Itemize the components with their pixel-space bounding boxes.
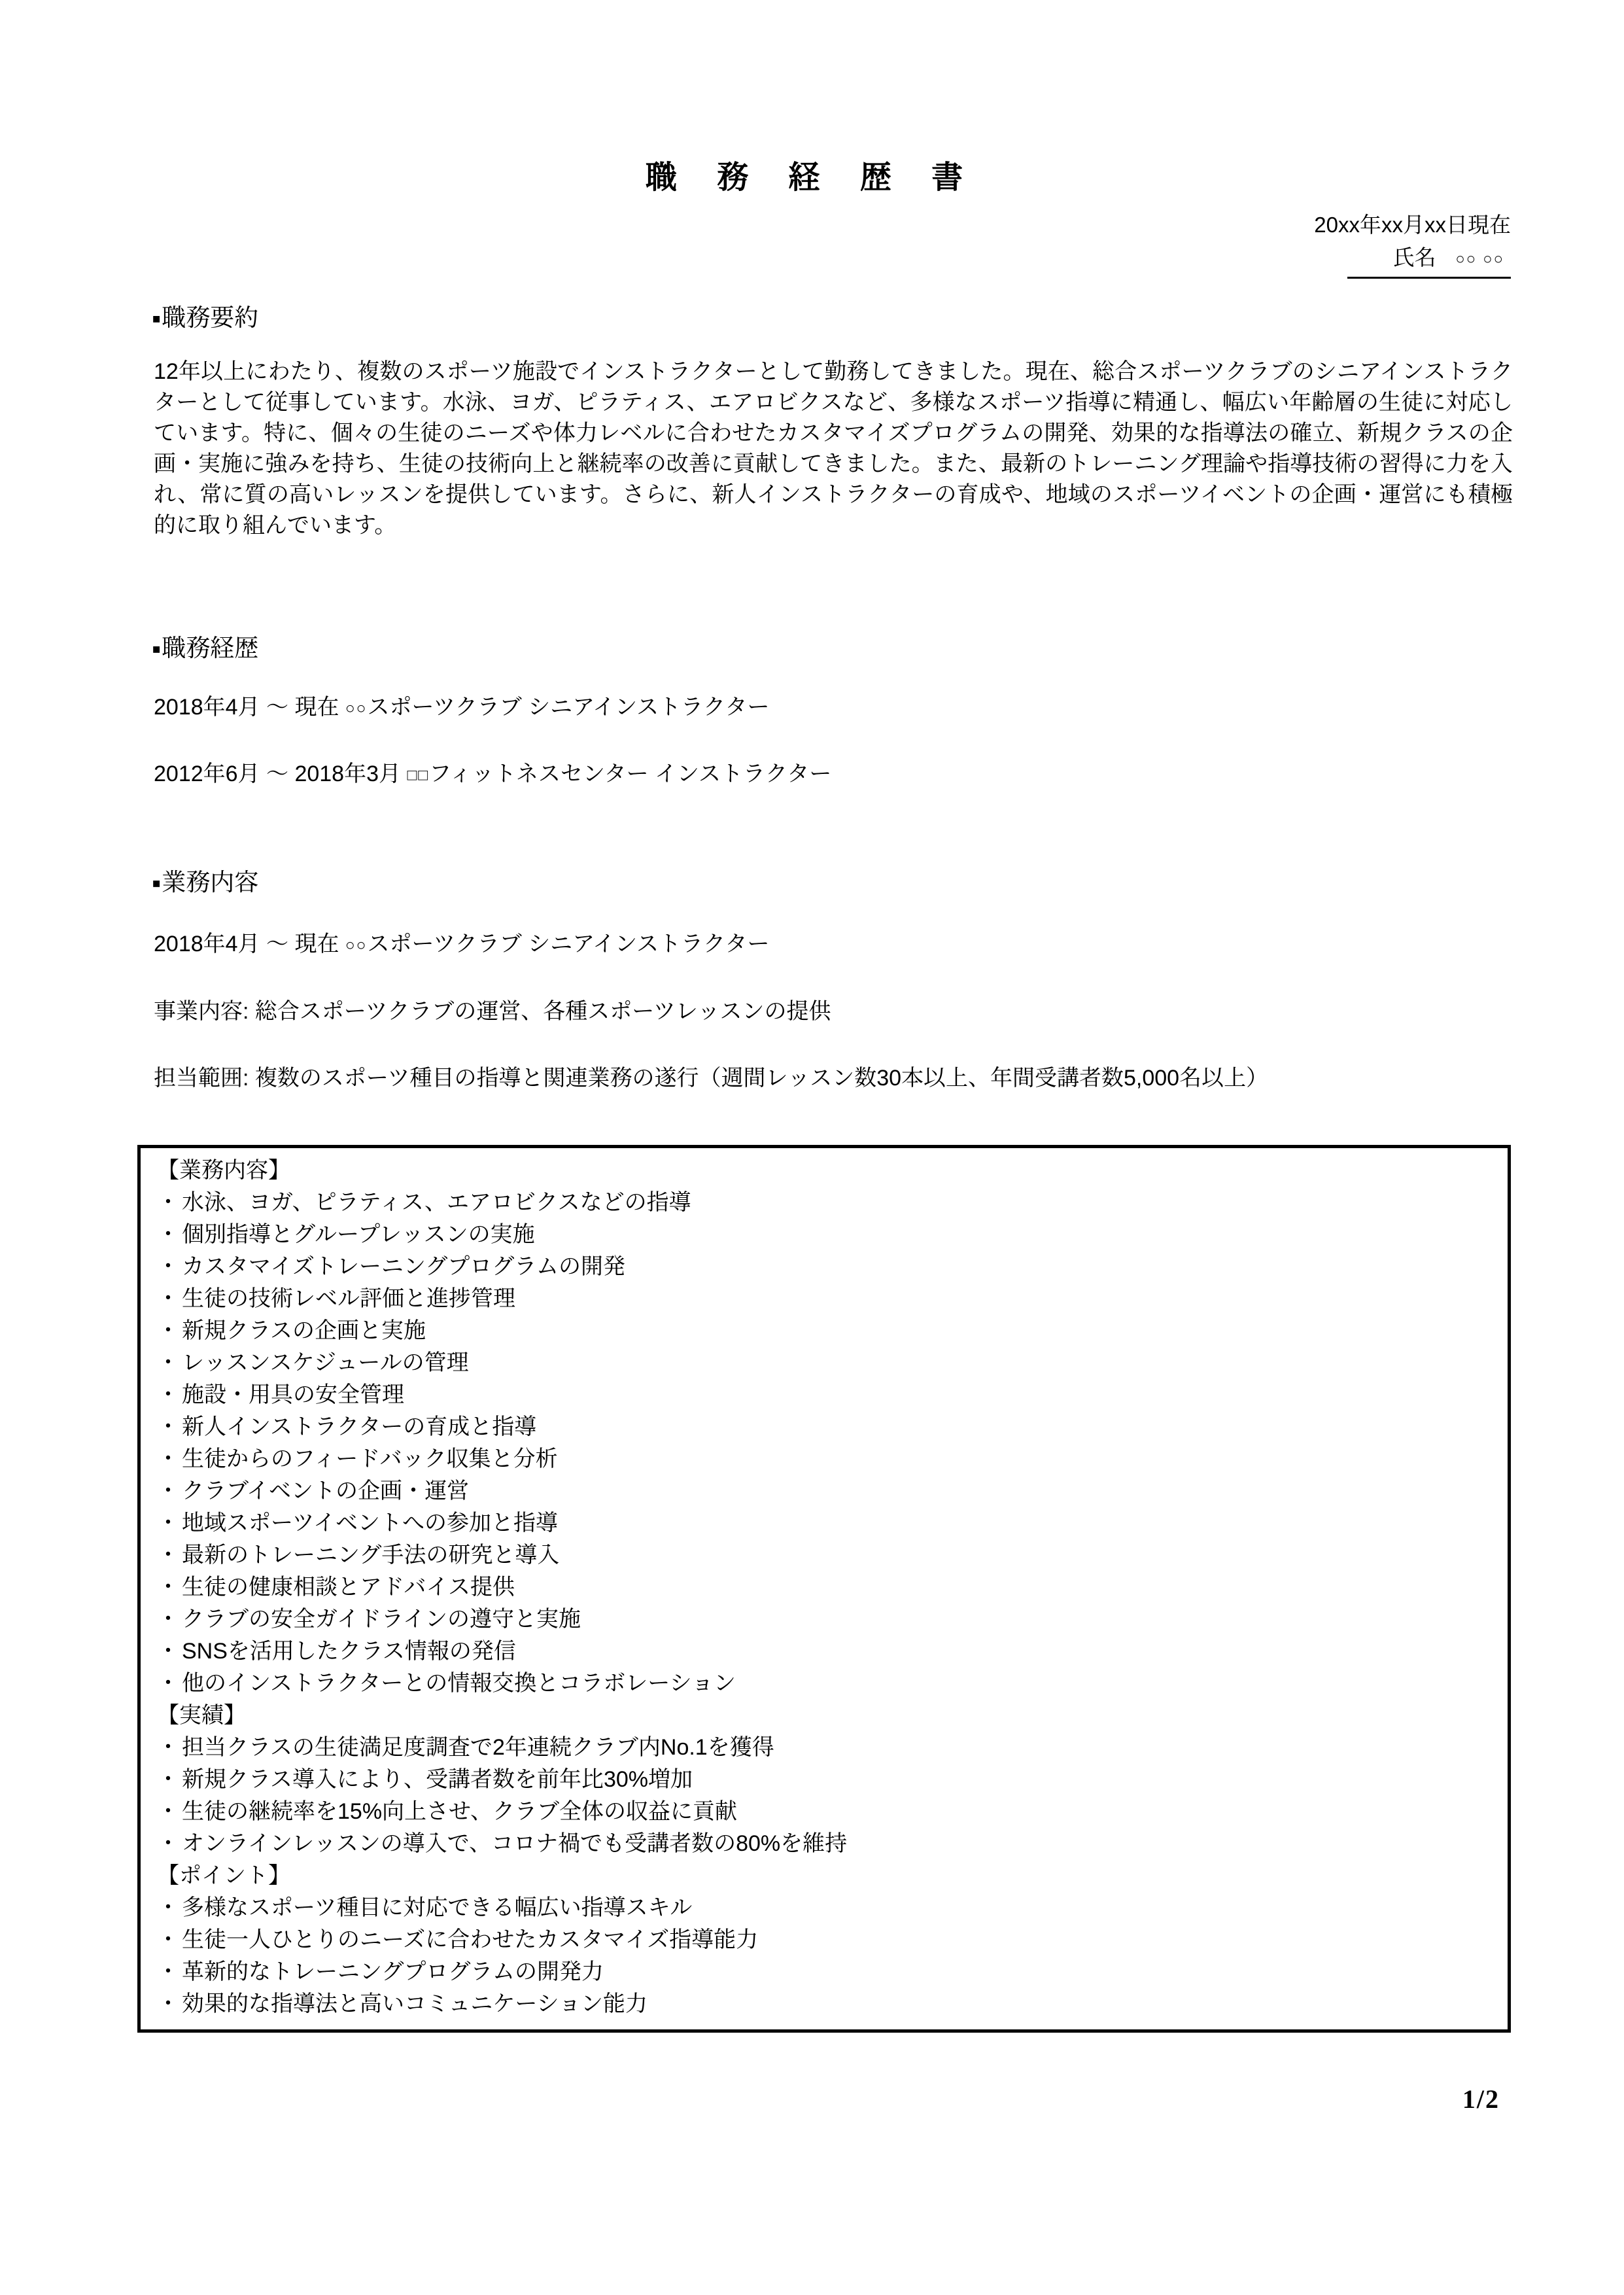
bullet-glyph: ・ [157,1446,179,1471]
detail-item [157,1796,1491,1828]
detail-item-text: クラブイベントの企画・運営 [182,1479,469,1503]
summary-paragraph: 12年以上にわたり、複数のスポーツ施設でインストラクターとして勤務してきました。現在、総合スポーツクラブのシニアインストラクターとして従事しています。水泳、ヨガ、ピラティス、エアロビクスなど、多様なスポーツ指導に精通し、幅広い年齢層の生徒に対応しています。特に、個々の生徒のニーズや体力レベルに合わせたカスタマイズプログラムの開発、効果的な指導法の確立、新規クラスの企画・実施に強みを持ち、生徒の技術向上と継続率の改善に貢献してきました。また、最新のトレーニング理論や指導技術の習得に力を入れ、常に質の高いレッスンを提供しています。さらに、新人インストラクターの育成や、地域のスポーツイベントの企画・運営にも積極的に取り組んでいます。 [154,359,1513,538]
detail-item-text: SNSを活用したクラス情報の発信 [182,1639,516,1664]
detail-heading-points: 【ポイント】 [157,1863,290,1888]
detail-list-achievements [157,1732,1491,1860]
duty-scope-line: 担当範囲: 複数のスポーツ種目の指導と関連業務の遂行（週間レッスン数30本以上、年間受講者数5,000名以上） [154,1066,1269,1091]
bullet-glyph: ・ [157,1350,179,1375]
section-heading-summary [152,298,258,333]
detail-item-text: 施設・用具の安全管理 [182,1382,404,1407]
bullet-glyph: ・ [157,1799,179,1824]
detail-item [157,1219,1491,1251]
bullet-glyph: ・ [157,1222,179,1247]
detail-item [157,1507,1491,1539]
detail-item [157,1283,1491,1315]
section-heading-summary-label: 職務要約 [162,304,259,331]
detail-item-text: 他のインストラクターとの情報交換とコラボレーション [182,1671,736,1696]
history-entry: 2012年6月 ～ 2018年3月 □□フィットネスセンター インストラクター [154,761,832,786]
detail-item [157,1571,1491,1603]
detail-item-text: 新人インストラクターの育成と指導 [182,1414,537,1439]
detail-heading-achievements: 【実績】 [157,1703,246,1728]
detail-item-text: カスタマイズトレーニングプログラムの開発 [182,1254,625,1279]
detail-heading-duties: 【業務内容】 [157,1158,290,1183]
bullet-glyph: ・ [157,1671,179,1696]
detail-item-text: 地域スポーツイベントへの参加と指導 [182,1511,558,1535]
name-line [1347,241,1511,279]
name-value: ○○ ○○ [1455,250,1504,268]
bullet-glyph: ・ [157,1895,179,1920]
square-bullet-icon: ■ [152,312,161,327]
detail-item [157,1732,1491,1764]
detail-item-text: クラブの安全ガイドラインの遵守と実施 [182,1607,581,1632]
history-entry: 2018年4月 ～ 現在 ○○スポーツクラブ シニアインストラクター [154,695,770,720]
detail-item [157,1828,1491,1860]
detail-item-text: 最新のトレーニング手法の研究と導入 [182,1543,560,1568]
detail-item-text: 個別指導とグループレッスンの実施 [182,1222,535,1247]
bullet-glyph: ・ [157,1382,179,1407]
duty-period-line: 2018年4月 ～ 現在 ○○スポーツクラブ シニアインストラクター [154,932,770,956]
detail-box [137,1145,1511,2033]
detail-item [157,1187,1491,1219]
detail-item-text: オンラインレッスンの導入で、コロナ禍でも受講者数の80%を維持 [182,1831,848,1856]
detail-item [157,1475,1491,1507]
detail-item [157,1988,1491,2020]
name-label: 氏名 [1392,245,1436,270]
detail-item-text: 新規クラス導入により、受講者数を前年比30%増加 [182,1767,693,1792]
bullet-glyph: ・ [157,1767,179,1792]
square-bullet-icon: ■ [152,877,161,892]
bullet-glyph: ・ [157,1254,179,1279]
detail-list-points [157,1892,1491,2020]
bullet-glyph: ・ [157,1831,179,1856]
bullet-glyph: ・ [157,1511,179,1535]
detail-item [157,1443,1491,1475]
detail-item [157,1668,1491,1700]
bullet-glyph: ・ [157,1927,179,1952]
detail-item [157,1411,1491,1443]
detail-item [157,1539,1491,1571]
bullet-glyph: ・ [157,1575,179,1600]
detail-item [157,1379,1491,1411]
detail-item-text: 生徒からのフィードバック収集と分析 [182,1446,558,1471]
detail-item-text: 生徒の継続率を15%向上させ、クラブ全体の収益に貢献 [182,1799,738,1824]
detail-item-text: 効果的な指導法と高いコミュニケーション能力 [182,1991,648,2016]
bullet-glyph: ・ [157,1543,179,1568]
detail-item-text: 多様なスポーツ種目に対応できる幅広い指導スキル [182,1895,693,1920]
current-date-line: 20xx年xx月xx日現在 [1314,213,1511,237]
section-heading-duties [152,862,258,898]
detail-item-text: 水泳、ヨガ、ピラティス、エアロビクスなどの指導 [182,1190,691,1215]
page-title: 職 務 経 歴 書 [645,160,979,195]
bullet-glyph: ・ [157,1959,179,1984]
page-number: 1/2 [1462,2084,1500,2114]
section-heading-history [152,628,258,663]
detail-item [157,1315,1491,1347]
detail-item [157,1956,1491,1988]
detail-item [157,1636,1491,1668]
bullet-glyph: ・ [157,1607,179,1632]
detail-item-text: 生徒の健康相談とアドバイス提供 [182,1575,515,1600]
square-bullet-icon: ■ [152,642,161,657]
duty-business-line: 事業内容: 総合スポーツクラブの運営、各種スポーツレッスンの提供 [154,999,831,1024]
bullet-glyph: ・ [157,1414,179,1439]
detail-item-text: 担当クラスの生徒満足度調査で2年連続クラブ内No.1を獲得 [182,1735,774,1760]
detail-item-text: 革新的なトレーニングプログラムの開発力 [182,1959,604,1984]
detail-item-text: レッスンスケジュールの管理 [182,1350,469,1375]
detail-item-text: 生徒の技術レベル評価と進捗管理 [182,1286,515,1311]
detail-item [157,1924,1491,1956]
detail-item-text: 新規クラスの企画と実施 [182,1318,426,1343]
bullet-glyph: ・ [157,1735,179,1760]
bullet-glyph: ・ [157,1318,179,1343]
bullet-glyph: ・ [157,1479,179,1503]
section-heading-history-label: 職務経歴 [162,635,259,661]
detail-item [157,1603,1491,1636]
detail-list-duties [157,1187,1491,1700]
history-entry-list [154,692,831,790]
detail-item [157,1764,1491,1796]
bullet-glyph: ・ [157,1639,179,1664]
detail-item [157,1347,1491,1379]
bullet-glyph: ・ [157,1991,179,2016]
detail-item [157,1251,1491,1283]
section-heading-duties-label: 業務内容 [162,869,259,896]
bullet-glyph: ・ [157,1190,179,1215]
detail-item [157,1892,1491,1924]
detail-item-text: 生徒一人ひとりのニーズに合わせたカスタマイズ指導能力 [182,1927,759,1952]
bullet-glyph: ・ [157,1286,179,1311]
